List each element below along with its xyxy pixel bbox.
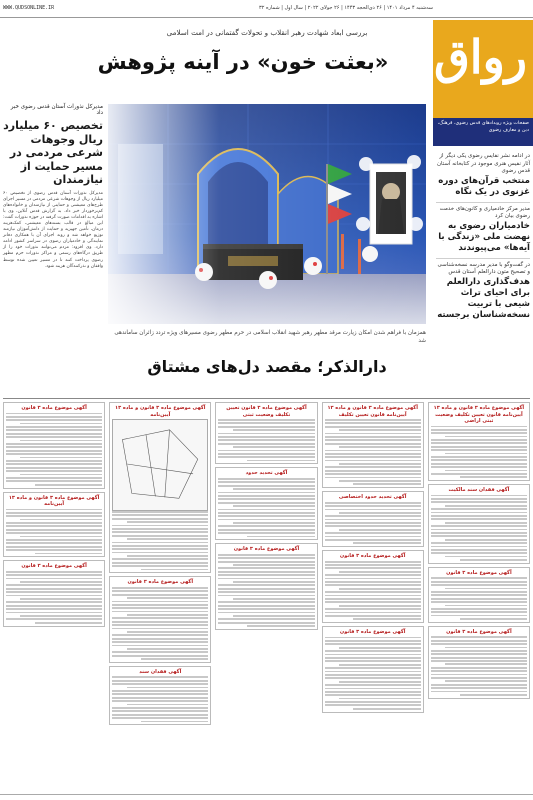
legal-notice-title: آگهی موضوع ماده ۳ قانون xyxy=(339,553,406,560)
legal-notice-title: آگهی تحدید حدود xyxy=(245,470,288,477)
page-footer-line xyxy=(0,794,533,800)
legal-notice[interactable] xyxy=(428,626,530,699)
site-url[interactable]: WWW.QUDSONLINE.IR xyxy=(3,5,55,11)
legal-notice[interactable] xyxy=(109,576,211,663)
right-story-title: منتخب قرآن‌های دوره غزنوی در یک نگاه xyxy=(438,175,530,197)
right-story-3[interactable] xyxy=(436,259,530,325)
legal-notice-title: آگهی موضوع ماده ۳ قانون xyxy=(339,629,406,636)
legal-notice[interactable] xyxy=(322,402,424,488)
legal-notice[interactable] xyxy=(109,666,211,725)
legal-notice[interactable] xyxy=(3,560,105,626)
legal-notice[interactable] xyxy=(322,626,424,713)
classified-ads xyxy=(3,402,530,794)
legal-notice[interactable] xyxy=(428,484,530,564)
legal-notice-title: آگهی فقدان سند xyxy=(139,668,182,675)
legal-notice[interactable] xyxy=(322,491,424,547)
right-story-lead: در گفت‌وگو با مدیر مدرسه نسخه‌شناسی و تصحیح متون دارالعلم آستان قدس xyxy=(437,261,530,275)
legal-notice-title: آگهی موضوع ماده ۳ قانون و ماده ۱۳ آیین‌نامه قانون تعیین تکلیف وضعیت ثبتی اراضی xyxy=(433,405,525,424)
ad-column xyxy=(322,402,424,794)
legal-notice[interactable] xyxy=(3,492,105,558)
legal-notice-title: آگهی موضوع ماده ۳ قانون xyxy=(127,579,194,586)
shrine-photo-image xyxy=(108,104,426,324)
legal-notice[interactable] xyxy=(215,543,317,630)
legal-notice-title: آگهی موضوع ماده ۳ قانون و ماده ۱۳ آیین‌نامه xyxy=(8,494,100,507)
right-story-lead: مدیر مرکز خادمیاری و کانون‌های خدمت رضوی بیان کرد xyxy=(439,205,530,219)
photo-story-title[interactable]: دارالذکر؛ مقصد دل‌های مشتاق xyxy=(147,357,387,376)
ad-column xyxy=(428,402,530,794)
top-bar xyxy=(0,0,533,18)
legal-notice-title: آگهی موضوع ماده ۳ قانون xyxy=(233,546,300,553)
legal-notice-title: آگهی تحدید حدود اختصاصی xyxy=(338,494,407,501)
legal-notice-title: آگهی موضوع ماده ۳ قانون و ماده ۱۳ آیین‌نامه xyxy=(115,405,206,418)
masthead-logo xyxy=(433,20,533,120)
headline-kicker: بررسی ابعاد شهادت رهبر انقلاب و تحولات گفتمانی در امت اسلامی xyxy=(166,28,368,37)
legal-notice[interactable] xyxy=(428,567,530,623)
legal-notice[interactable] xyxy=(109,402,211,573)
left-story-lead: مدیرکل نذورات آستان قدس رضوی خبر داد xyxy=(10,104,103,116)
legal-notice-title: آگهی موضوع ماده ۳ قانون تعیین تکلیف وضعیت ثبتی xyxy=(226,405,307,418)
ad-column xyxy=(3,402,105,794)
photo-caption: همزمان با فراهم شدن امکان زیارت مرقد مطهر رهبر شهید انقلاب اسلامی در حرم مطهر رضوی مسیرهای ویژه تردد زائران ساماندهی شد xyxy=(114,330,426,344)
legal-notice-title: آگهی موضوع ماده ۳ قانون xyxy=(446,569,512,576)
left-story-body: مدیرکل نذورات آستان قدس رضوی از تخصیص ۶۰ میلیارد ریال از وجوهات شرعی مردمی در مسیر اجرای طرح‌های معیشتی و حمایتی از نیازمندان و خانواده‌های کم‌برخوردار خبر داد. به گزارش قدس آنلاین، وی با اشاره به اقدامات صورت گرفته در حوزه نذورات گفت: این مبالغ در قالب بسته‌های معیشتی، کمک‌هزینه درمان، تأمین جهیزیه و حمایت از دانش‌آموزان نیازمند توزیع خواهد شد و روند اجرای آن با همکاری دفاتر نمایندگی و خادمیاران رضوی در سراسر کشور ادامه دارد. وی افزود: مردم می‌توانند نذورات خود را از طریق درگاه‌های رسمی و مراکز نذورات حرم مطهر رضوی پرداخت کنند تا در مسیر تعیین شده توسط واقفان و نذرکنندگان هزینه شود. xyxy=(3,190,103,269)
legal-notice[interactable] xyxy=(215,467,317,540)
legal-notice-title: آگهی فقدان سند مالکیت xyxy=(448,487,510,494)
right-story-1[interactable] xyxy=(436,150,530,203)
section-divider xyxy=(3,398,530,399)
legal-notice-title: آگهی موضوع ماده ۳ قانون xyxy=(446,628,512,635)
legal-notice[interactable] xyxy=(428,402,530,481)
legal-notice-title: آگهی موضوع ماده ۳ قانون xyxy=(21,405,87,411)
shrine-photo xyxy=(108,104,426,324)
right-story-2[interactable] xyxy=(436,203,530,259)
parcel-map-image xyxy=(112,419,208,511)
ad-column xyxy=(109,402,211,794)
left-story-title[interactable]: تخصیص ۶۰ میلیارد ریال وجوهات شرعی مردمی در مسیر حمایت از نیازمندان xyxy=(3,119,103,186)
main-headline[interactable]: «بعثت خون» در آینه پژوهش xyxy=(97,50,389,74)
legal-notice-title: آگهی موضوع ماده ۳ قانون xyxy=(21,563,87,570)
right-story-lead: در ادامه نشر نفایس رضوی یکی دیگر از آثار نفیس هنری موجود در کتابخانه آستان قدس رضوی xyxy=(436,153,530,174)
right-story-title: هدف‌گذاری دارالعلم برای احیای تراث شیعی با تربیت نسخه‌شناسان برجسته xyxy=(437,276,530,320)
legal-notice[interactable] xyxy=(215,402,317,464)
legal-notice[interactable] xyxy=(3,402,105,489)
left-column-story xyxy=(3,104,103,394)
ad-column xyxy=(215,402,317,794)
right-story-title: خادمیاران رضوی به نهضت ملی «زندگی با آیه‌ها» می‌پیوندند xyxy=(438,220,530,253)
masthead-subtitle: صفحات ویژه رویدادهای قدس رضوی، فرهنگ، دین و معارف رضوی xyxy=(433,118,533,146)
logo-text: رواق xyxy=(434,30,527,84)
legal-notice-title: آگهی موضوع ماده ۳ قانون و ماده ۱۳ آیین‌نامه قانون تعیین تکلیف xyxy=(327,405,418,418)
legal-notice[interactable] xyxy=(322,550,424,623)
right-column xyxy=(436,150,530,325)
issue-date: سه‌شنبه ۴ مرداد ۱۴۰۱ | ۲۶ ذی‌الحجه ۱۴۴۳ | ۲۶ جولای ۲۰۲۲ | سال اول | شماره ۳۲ xyxy=(259,5,433,11)
